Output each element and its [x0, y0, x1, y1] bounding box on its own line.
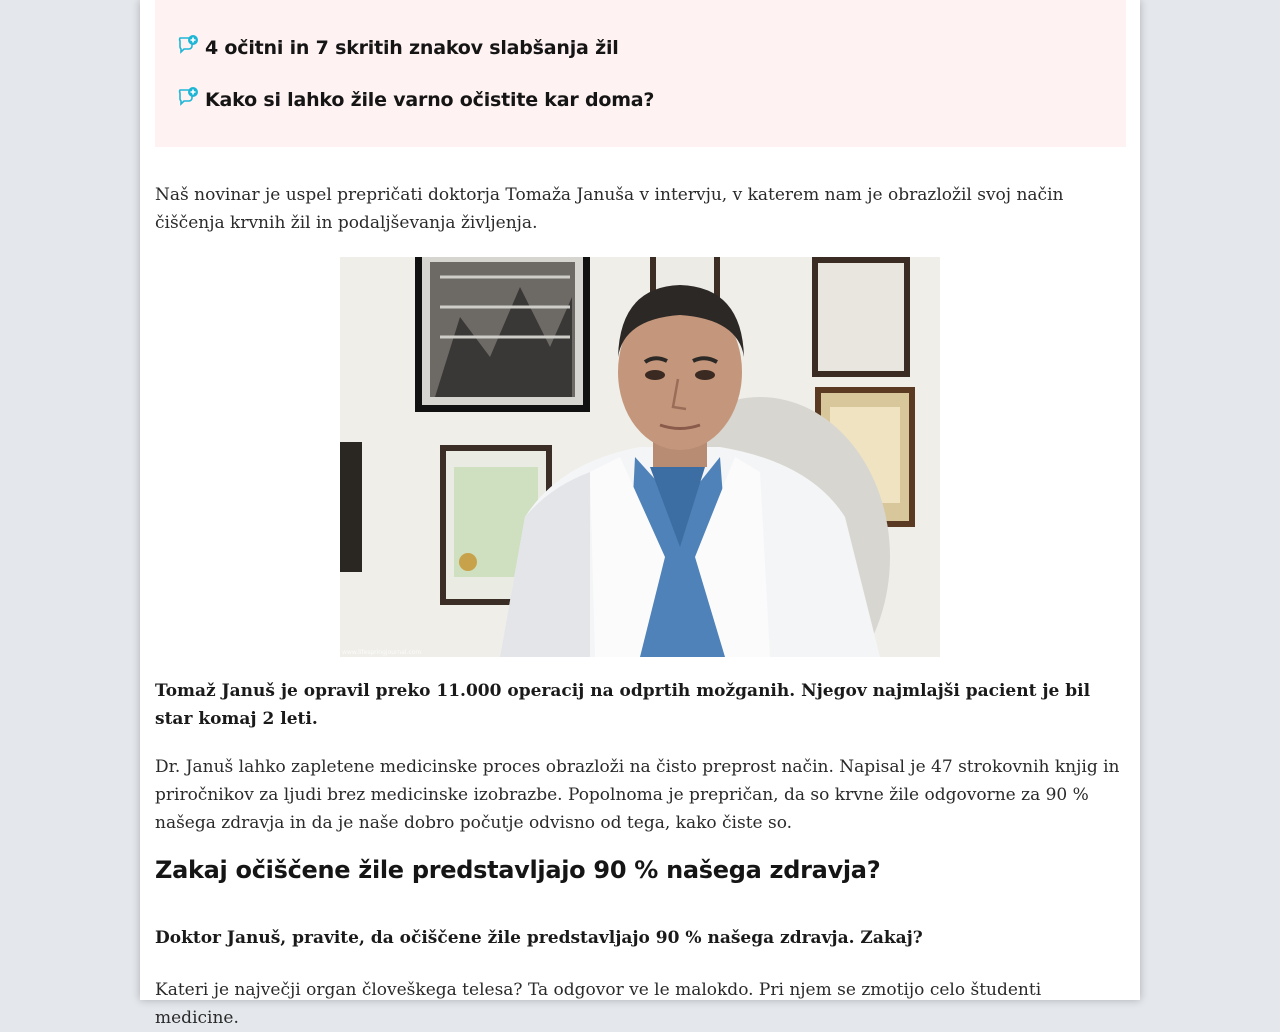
chat-plus-icon [177, 34, 199, 56]
photo-caption-paragraph: Tomaž Januš je opravil preko 11.000 operacij na odprtih možganih. Njegov najmlajši pacient je bil star komaj 2 leti. [155, 681, 1091, 729]
chat-plus-icon [177, 86, 199, 108]
table-of-contents [155, 0, 1126, 147]
toc-item-signs[interactable] [177, 33, 619, 63]
section-heading: Zakaj očiščene žile predstavljajo 90 % našega zdravja? [155, 856, 881, 884]
photo-watermark: www.lifespringjournal.com [342, 649, 422, 656]
toc-item-label: 4 očitni in 7 skritih znakov slabšanja žil [205, 37, 619, 59]
interview-answer: Kateri je največji organ človeškega telesa? Ta odgovor ve le malokdo. Pri njem se zmotijo celo študenti medicine. [155, 980, 1042, 1028]
interview-question: Doktor Januš, pravite, da očiščene žile predstavljajo 90 % našega zdravja. Zakaj? [155, 928, 923, 948]
toc-item-label: Kako si lahko žile varno očistite kar doma? [205, 89, 655, 111]
bio-paragraph: Dr. Januš lahko zapletene medicinske proces obrazloži na čisto preprost način. Napisal je 47 strokovnih knjig in priročnikov za ljudi brez medicinske izobrazbe. Popolnoma je prepričan, da so krvne žile odgovorne za 90 % našega zdravja in da je naše dobro počutje odvisno od tega, kako čiste so. [155, 757, 1120, 833]
article-page [140, 0, 1140, 1028]
intro-paragraph: Naš novinar je uspel prepričati doktorja Tomaža Januša v intervju, v katerem nam je obrazložil svoj način čiščenja krvnih žil in podaljševanja življenja. [155, 185, 1064, 233]
toc-item-cleanse-home[interactable] [177, 85, 654, 115]
doctor-photo [340, 257, 940, 657]
